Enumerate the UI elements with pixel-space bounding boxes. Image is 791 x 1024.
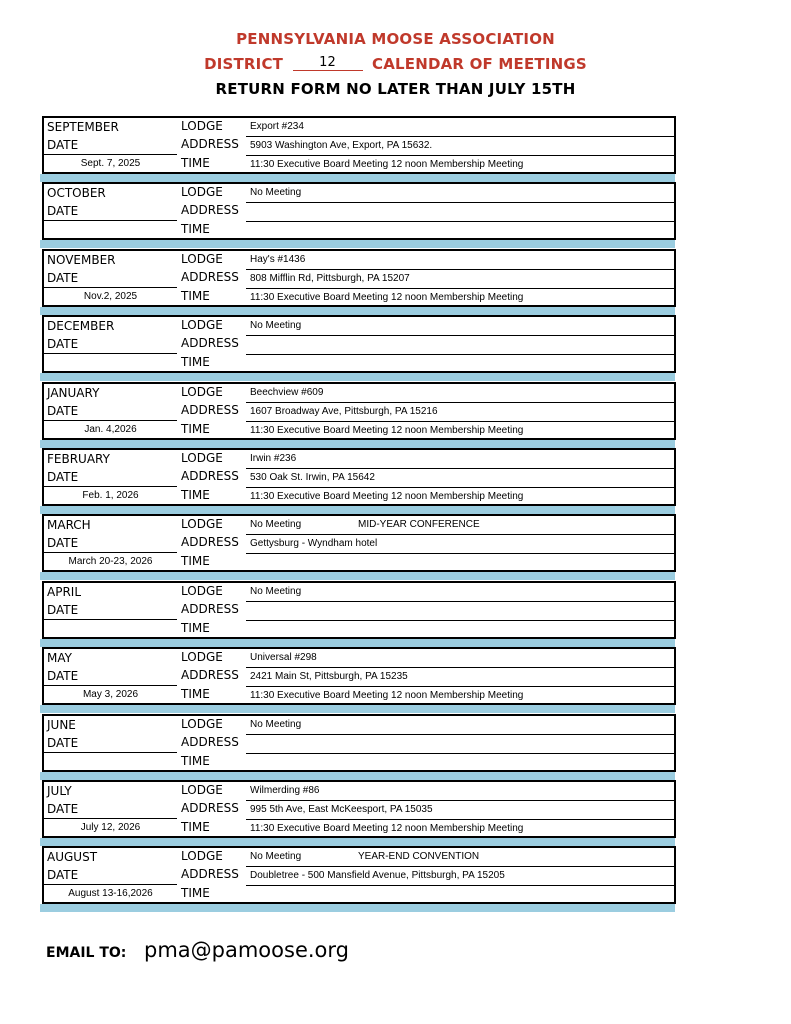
time-label: TIME [181, 222, 210, 236]
field-labels-column [177, 116, 248, 174]
date-value: Nov.2, 2025 [83, 291, 138, 302]
date-value-cell[interactable] [44, 487, 177, 506]
lodge-value: No Meeting [250, 187, 302, 198]
address-value: Gettysburg - Wyndham hotel [250, 538, 378, 549]
time-label: TIME [181, 554, 210, 568]
time-value: 11:30 Executive Board Meeting 12 noon Membership Meeting [250, 690, 524, 701]
time-label: TIME [181, 289, 210, 303]
block-separator [40, 639, 675, 647]
block-separator [40, 240, 675, 248]
address-label: ADDRESS [181, 535, 239, 549]
month-date-column [42, 714, 179, 772]
month-date-column [42, 249, 179, 307]
date-value: May 3, 2026 [82, 689, 139, 700]
month-name: DECEMBER [47, 319, 115, 333]
month-cell [44, 649, 177, 668]
time-field[interactable] [246, 355, 674, 373]
time-label: TIME [181, 820, 210, 834]
date-label: DATE [47, 271, 79, 285]
address-field[interactable] [246, 137, 674, 156]
date-value-cell[interactable] [44, 288, 177, 307]
lodge-label: LODGE [181, 451, 223, 465]
date-label-cell [44, 601, 177, 620]
field-values-column [246, 448, 676, 506]
address-field[interactable] [246, 535, 674, 554]
month-name: OCTOBER [47, 186, 106, 200]
address-field[interactable] [246, 867, 674, 886]
address-label: ADDRESS [181, 801, 239, 815]
time-value: 11:30 Executive Board Meeting 12 noon Membership Meeting [250, 159, 524, 170]
month-block [40, 315, 676, 381]
lodge-value: Export #234 [250, 121, 304, 132]
month-block [40, 714, 676, 780]
field-values-column [246, 581, 676, 639]
date-label-cell [44, 734, 177, 753]
month-date-column [42, 116, 179, 174]
date-label: DATE [47, 536, 79, 550]
month-block [40, 448, 676, 514]
field-labels-column [177, 714, 248, 772]
field-labels-column [177, 249, 248, 307]
time-label: TIME [181, 488, 210, 502]
month-name: AUGUST [47, 850, 98, 864]
lodge-value: Irwin #236 [250, 453, 297, 464]
time-field[interactable] [246, 289, 674, 307]
date-label: DATE [47, 868, 79, 882]
date-label-cell [44, 468, 177, 487]
lodge-field[interactable] [246, 118, 674, 137]
month-date-column [42, 514, 179, 572]
time-label: TIME [181, 754, 210, 768]
month-date-column [42, 581, 179, 639]
address-label: ADDRESS [181, 336, 239, 350]
lodge-label: LODGE [181, 849, 223, 863]
month-cell [44, 184, 177, 203]
address-value: 2421 Main St, Pittsburgh, PA 15235 [250, 671, 408, 682]
field-labels-column [177, 846, 248, 904]
time-field[interactable] [246, 621, 674, 639]
field-values-column [246, 514, 676, 572]
event-note: YEAR-END CONVENTION [358, 851, 480, 862]
date-label: DATE [47, 204, 79, 218]
date-value-cell[interactable] [44, 620, 177, 639]
month-cell [44, 716, 177, 735]
address-field[interactable] [246, 336, 674, 355]
address-field[interactable] [246, 668, 674, 687]
field-values-column [246, 714, 676, 772]
address-field[interactable] [246, 469, 674, 488]
lodge-field[interactable] [246, 317, 674, 336]
field-labels-column [177, 315, 248, 373]
month-cell [44, 251, 177, 270]
date-value: March 20-23, 2026 [68, 556, 153, 567]
time-field[interactable] [246, 222, 674, 240]
field-values-column [246, 182, 676, 240]
address-label: ADDRESS [181, 602, 239, 616]
address-value: 808 Mifflin Rd, Pittsburgh, PA 15207 [250, 273, 410, 284]
address-field[interactable] [246, 203, 674, 222]
date-label: DATE [47, 404, 79, 418]
address-label: ADDRESS [181, 469, 239, 483]
month-name: JULY [47, 784, 72, 798]
field-values-column [246, 780, 676, 838]
date-value-cell[interactable] [44, 885, 177, 904]
lodge-value: Beechview #609 [250, 387, 324, 398]
lodge-value: No Meeting [250, 519, 302, 530]
lodge-value: Universal #298 [250, 652, 317, 663]
month-cell [44, 384, 177, 403]
lodge-label: LODGE [181, 252, 223, 266]
date-value-cell[interactable] [44, 421, 177, 440]
lodge-field[interactable] [246, 583, 674, 602]
return-notice: RETURN FORM NO LATER THAN JULY 15TH [215, 80, 576, 98]
lodge-label: LODGE [181, 318, 223, 332]
date-label-cell [44, 800, 177, 819]
date-label: DATE [47, 470, 79, 484]
form-title: PENNSYLVANIA MOOSE ASSOCIATION [236, 30, 555, 48]
date-label-cell [44, 534, 177, 553]
lodge-field[interactable] [246, 251, 674, 270]
block-separator [40, 772, 675, 780]
date-label: DATE [47, 603, 79, 617]
field-values-column [246, 315, 676, 373]
field-values-column [246, 116, 676, 174]
time-label: TIME [181, 422, 210, 436]
address-value: 5903 Washington Ave, Export, PA 15632. [250, 140, 433, 151]
block-separator [40, 838, 675, 846]
calendar-label: CALENDAR OF MEETINGS [371, 55, 587, 73]
month-date-column [42, 647, 179, 705]
month-cell [44, 450, 177, 469]
lodge-field[interactable] [246, 716, 674, 735]
month-date-column [42, 780, 179, 838]
lodge-field[interactable] [246, 649, 674, 668]
month-block [40, 382, 676, 448]
date-value: Jan. 4,2026 [84, 424, 137, 435]
field-labels-column [177, 182, 248, 240]
field-labels-column [177, 514, 248, 572]
time-field[interactable] [246, 488, 674, 506]
date-value-cell[interactable] [44, 553, 177, 572]
time-label: TIME [181, 621, 210, 635]
address-label: ADDRESS [181, 270, 239, 284]
month-block [40, 514, 676, 580]
field-labels-column [177, 382, 248, 440]
time-label: TIME [181, 687, 210, 701]
month-block [40, 647, 676, 713]
time-value: 11:30 Executive Board Meeting 12 noon Membership Meeting [250, 425, 524, 436]
lodge-value: No Meeting [250, 719, 302, 730]
month-cell [44, 516, 177, 535]
district-label: DISTRICT [204, 55, 284, 73]
date-label: DATE [47, 337, 79, 351]
block-separator [40, 705, 675, 713]
time-field[interactable] [246, 554, 674, 572]
lodge-field[interactable] [246, 184, 674, 203]
month-block [40, 846, 676, 912]
date-value-cell[interactable] [44, 221, 177, 240]
time-field[interactable] [246, 422, 674, 440]
date-label: DATE [47, 802, 79, 816]
lodge-field[interactable] [246, 450, 674, 469]
time-value: 11:30 Executive Board Meeting 12 noon Membership Meeting [250, 491, 524, 502]
date-label-cell [44, 335, 177, 354]
date-label-cell [44, 667, 177, 686]
lodge-label: LODGE [181, 650, 223, 664]
event-note: MID-YEAR CONFERENCE [358, 519, 480, 530]
field-values-column [246, 382, 676, 440]
time-value: 11:30 Executive Board Meeting 12 noon Membership Meeting [250, 823, 524, 834]
month-name: NOVEMBER [47, 253, 116, 267]
address-label: ADDRESS [181, 137, 239, 151]
month-name: MAY [47, 651, 72, 665]
date-label: DATE [47, 736, 79, 750]
block-separator [40, 506, 675, 514]
lodge-label: LODGE [181, 517, 223, 531]
time-field[interactable] [246, 156, 674, 174]
address-value: 530 Oak St. Irwin, PA 15642 [250, 472, 375, 483]
address-field[interactable] [246, 735, 674, 754]
date-value-cell[interactable] [44, 819, 177, 838]
date-label: DATE [47, 138, 79, 152]
address-value: 1607 Broadway Ave, Pittsburgh, PA 15216 [250, 406, 438, 417]
field-labels-column [177, 780, 248, 838]
lodge-label: LODGE [181, 185, 223, 199]
address-value: 995 5th Ave, East McKeesport, PA 15035 [250, 804, 433, 815]
email-address[interactable]: pma@pamoose.org [144, 938, 349, 962]
address-field[interactable] [246, 602, 674, 621]
date-value-cell[interactable] [44, 354, 177, 373]
month-block [40, 249, 676, 315]
month-date-column [42, 315, 179, 373]
date-value: August 13-16,2026 [68, 888, 153, 899]
month-date-column [42, 846, 179, 904]
month-block [40, 581, 676, 647]
lodge-label: LODGE [181, 385, 223, 399]
lodge-label: LODGE [181, 119, 223, 133]
district-number-field[interactable]: 12 [293, 55, 363, 71]
date-value-cell[interactable] [44, 753, 177, 772]
month-block [40, 116, 676, 182]
month-date-column [42, 182, 179, 240]
month-block [40, 182, 676, 248]
address-label: ADDRESS [181, 735, 239, 749]
lodge-value: Hay's #1436 [250, 254, 306, 265]
month-name: MARCH [47, 518, 91, 532]
field-labels-column [177, 448, 248, 506]
date-label-cell [44, 402, 177, 421]
month-name: FEBRUARY [47, 452, 110, 466]
lodge-value: Wilmerding #86 [250, 785, 320, 796]
lodge-field[interactable] [246, 516, 674, 535]
month-block [40, 780, 676, 846]
address-field[interactable] [246, 403, 674, 422]
lodge-label: LODGE [181, 584, 223, 598]
lodge-value: No Meeting [250, 586, 302, 597]
field-labels-column [177, 647, 248, 705]
month-name: JUNE [47, 718, 76, 732]
month-date-column [42, 382, 179, 440]
block-separator [40, 373, 675, 381]
time-label: TIME [181, 156, 210, 170]
time-field[interactable] [246, 687, 674, 705]
date-value: July 12, 2026 [80, 822, 141, 833]
month-cell [44, 782, 177, 801]
address-label: ADDRESS [181, 668, 239, 682]
month-name: JANUARY [47, 386, 100, 400]
address-label: ADDRESS [181, 867, 239, 881]
month-name: SEPTEMBER [47, 120, 119, 134]
address-value: Doubletree - 500 Mansfield Avenue, Pittsburgh, PA 15205 [250, 870, 505, 881]
date-label-cell [44, 269, 177, 288]
district-line [0, 55, 791, 74]
date-label-cell [44, 866, 177, 885]
lodge-value: No Meeting [250, 320, 302, 331]
block-separator [40, 904, 675, 912]
lodge-field[interactable] [246, 848, 674, 867]
month-cell [44, 848, 177, 867]
time-field[interactable] [246, 820, 674, 838]
time-label: TIME [181, 886, 210, 900]
date-value-cell[interactable] [44, 686, 177, 705]
time-field[interactable] [246, 886, 674, 904]
time-field[interactable] [246, 754, 674, 772]
field-values-column [246, 846, 676, 904]
address-label: ADDRESS [181, 203, 239, 217]
address-field[interactable] [246, 801, 674, 820]
field-values-column [246, 249, 676, 307]
month-date-column [42, 448, 179, 506]
lodge-value: No Meeting [250, 851, 302, 862]
month-cell [44, 583, 177, 602]
lodge-field[interactable] [246, 782, 674, 801]
block-separator [40, 174, 675, 182]
block-separator [40, 572, 675, 580]
field-values-column [246, 647, 676, 705]
block-separator [40, 440, 675, 448]
date-value-cell[interactable] [44, 155, 177, 174]
month-cell [44, 118, 177, 137]
lodge-label: LODGE [181, 717, 223, 731]
date-label: DATE [47, 669, 79, 683]
date-value: Feb. 1, 2026 [82, 490, 139, 501]
time-value: 11:30 Executive Board Meeting 12 noon Membership Meeting [250, 292, 524, 303]
address-field[interactable] [246, 270, 674, 289]
date-value: Sept. 7, 2025 [80, 158, 141, 169]
date-label-cell [44, 202, 177, 221]
month-cell [44, 317, 177, 336]
month-name: APRIL [47, 585, 82, 599]
time-label: TIME [181, 355, 210, 369]
field-labels-column [177, 581, 248, 639]
date-label-cell [44, 136, 177, 155]
lodge-label: LODGE [181, 783, 223, 797]
address-label: ADDRESS [181, 403, 239, 417]
email-label: EMAIL TO: [46, 945, 127, 961]
lodge-field[interactable] [246, 384, 674, 403]
block-separator [40, 307, 675, 315]
